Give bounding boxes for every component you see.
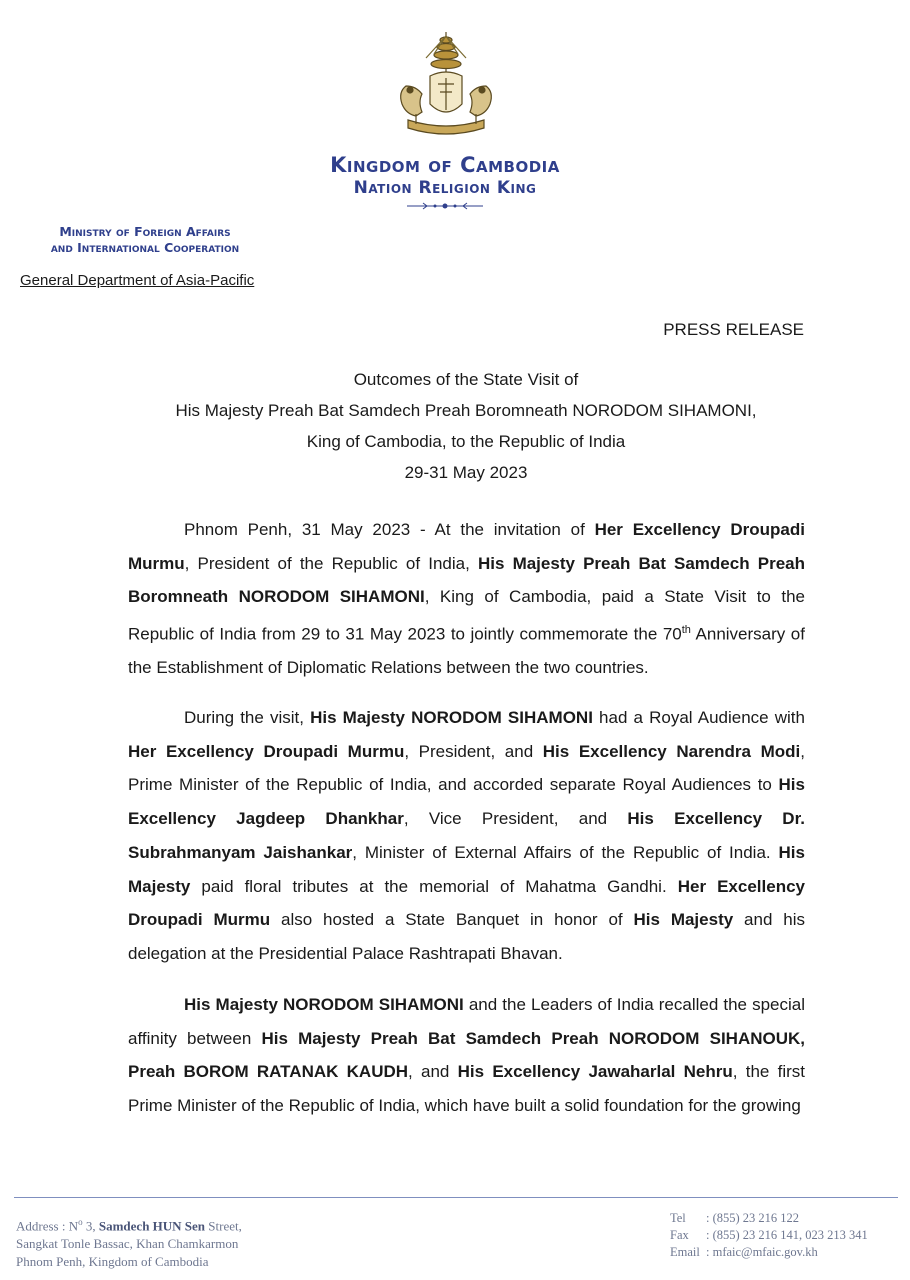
text-run: During the visit, [184,708,311,727]
bold-name: His Excellency Jagdeep Dhankhar [128,775,805,829]
footer-divider [14,1197,898,1198]
bold-name: Her Excellency Droupadi Murmu [128,520,805,573]
email-row [670,1244,868,1261]
fax-value: : (855) 23 216 141, 023 213 341 [706,1228,868,1242]
text-run: , King of Cambodia, paid a State Visit to the Republic of India from 29 to 31 May 2023 to jointly commemorate the 70 [128,587,805,644]
text-run: and the Leaders of India recalled the special affinity between [128,995,805,1048]
tel-row [670,1210,868,1227]
email-label: Email [670,1245,700,1259]
bold-name: His Majesty Preah Bat Samdech Preah NORODOM SIHANOUK, Preah BOROM RATANAK KAUDH [128,1028,805,1082]
street-name: Samdech HUN Sen [98,1218,206,1234]
tel-label: Tel [670,1211,686,1225]
bold-name: His Excellency Narendra Modi [542,741,801,761]
text-run: 3, [82,1218,99,1234]
paragraph-2 [128,701,805,971]
bold-name: His Majesty NORODOM SIHAMONI [184,995,464,1014]
bold-name: His Majesty [128,842,805,896]
address-line-3: Phnom Penh, Kingdom of Cambodia [16,1254,209,1270]
text-run: , President, and [404,741,543,761]
address-line-2: Sangkat Tonle Bassac, Khan Chamkarmon [16,1236,239,1252]
bold-name: His Majesty NORODOM SIHAMONI [310,708,593,727]
document-type: PRESS RELEASE [663,320,804,339]
text-run: had a Royal Audience with [592,708,805,727]
paragraph-1 [128,513,805,685]
text-run: , the first Prime Minister of the Republic of India, which have built a solid foundation for the growing [128,1062,805,1116]
email-value[interactable]: : mfaic@mfaic.gov.kh [706,1245,818,1259]
bold-name: Her Excellency Droupadi Murmu [128,876,805,930]
bold-name: His Excellency Dr. Subrahmanyam Jaishankar [128,809,805,862]
text-run: also hosted a State Banquet in honor of [270,910,634,930]
ministry-line-1: Ministry of Foreign Affairs [59,224,231,239]
text-run: , Minister of External Affairs of the Republic of India. [352,842,779,862]
country-title: Kingdom of Cambodia [330,153,560,177]
address-line-1 [16,1213,242,1235]
text-run: and his delegation at the Presidential Palace Rashtrapati Bhavan. [128,910,806,963]
ministry-line-2: and International Cooperation [50,240,240,255]
bold-name: Her Excellency Droupadi Murmu [128,741,405,761]
title-line: His Majesty Preah Bat Samdech Preah Boromneath NORODOM SIHAMONI, [175,401,757,420]
bold-name: His Excellency Jawaharlal Nehru [457,1062,733,1082]
ornamental-divider-icon [405,200,485,212]
royal-coat-of-arms-icon [386,28,506,140]
text-run: , President of the Republic of India, [184,553,478,573]
footer-contact [670,1210,868,1261]
fax-row [670,1227,868,1244]
title-line: Outcomes of the State Visit of [353,370,579,389]
text-run: Address : N [16,1218,79,1234]
text-run: , Vice President, and [403,809,628,829]
text-run: , and [408,1062,458,1082]
department-name: General Department of Asia-Pacific [20,272,255,289]
title-line: King of Cambodia, to the Republic of India [306,432,626,451]
ministry-name [14,224,276,256]
tel-value: : (855) 23 216 122 [706,1211,800,1225]
title-date: 29-31 May 2023 [404,463,528,482]
bold-name: His Majesty Preah Bat Samdech Preah Boromneath NORODOM SIHAMONI [128,553,805,607]
footer-address [16,1213,242,1271]
text-run: Phnom Penh, 31 May 2023 - At the invitation of [184,520,595,539]
text-run: paid floral tributes at the memorial of Mahatma Gandhi. [190,876,678,896]
superscript: o [78,1217,83,1227]
text-run: Anniversary of the Establishment of Diplomatic Relations between the two countries. [128,624,805,678]
superscript: th [681,624,691,637]
paragraph-3 [128,988,805,1123]
text-run: , Prime Minister of the Republic of India, and accorded separate Royal Audiences to [128,741,805,795]
fax-label: Fax [670,1228,689,1242]
national-motto: Nation Religion King [353,178,537,198]
bold-name: His Majesty [633,910,734,930]
text-run: Street, [205,1218,242,1234]
